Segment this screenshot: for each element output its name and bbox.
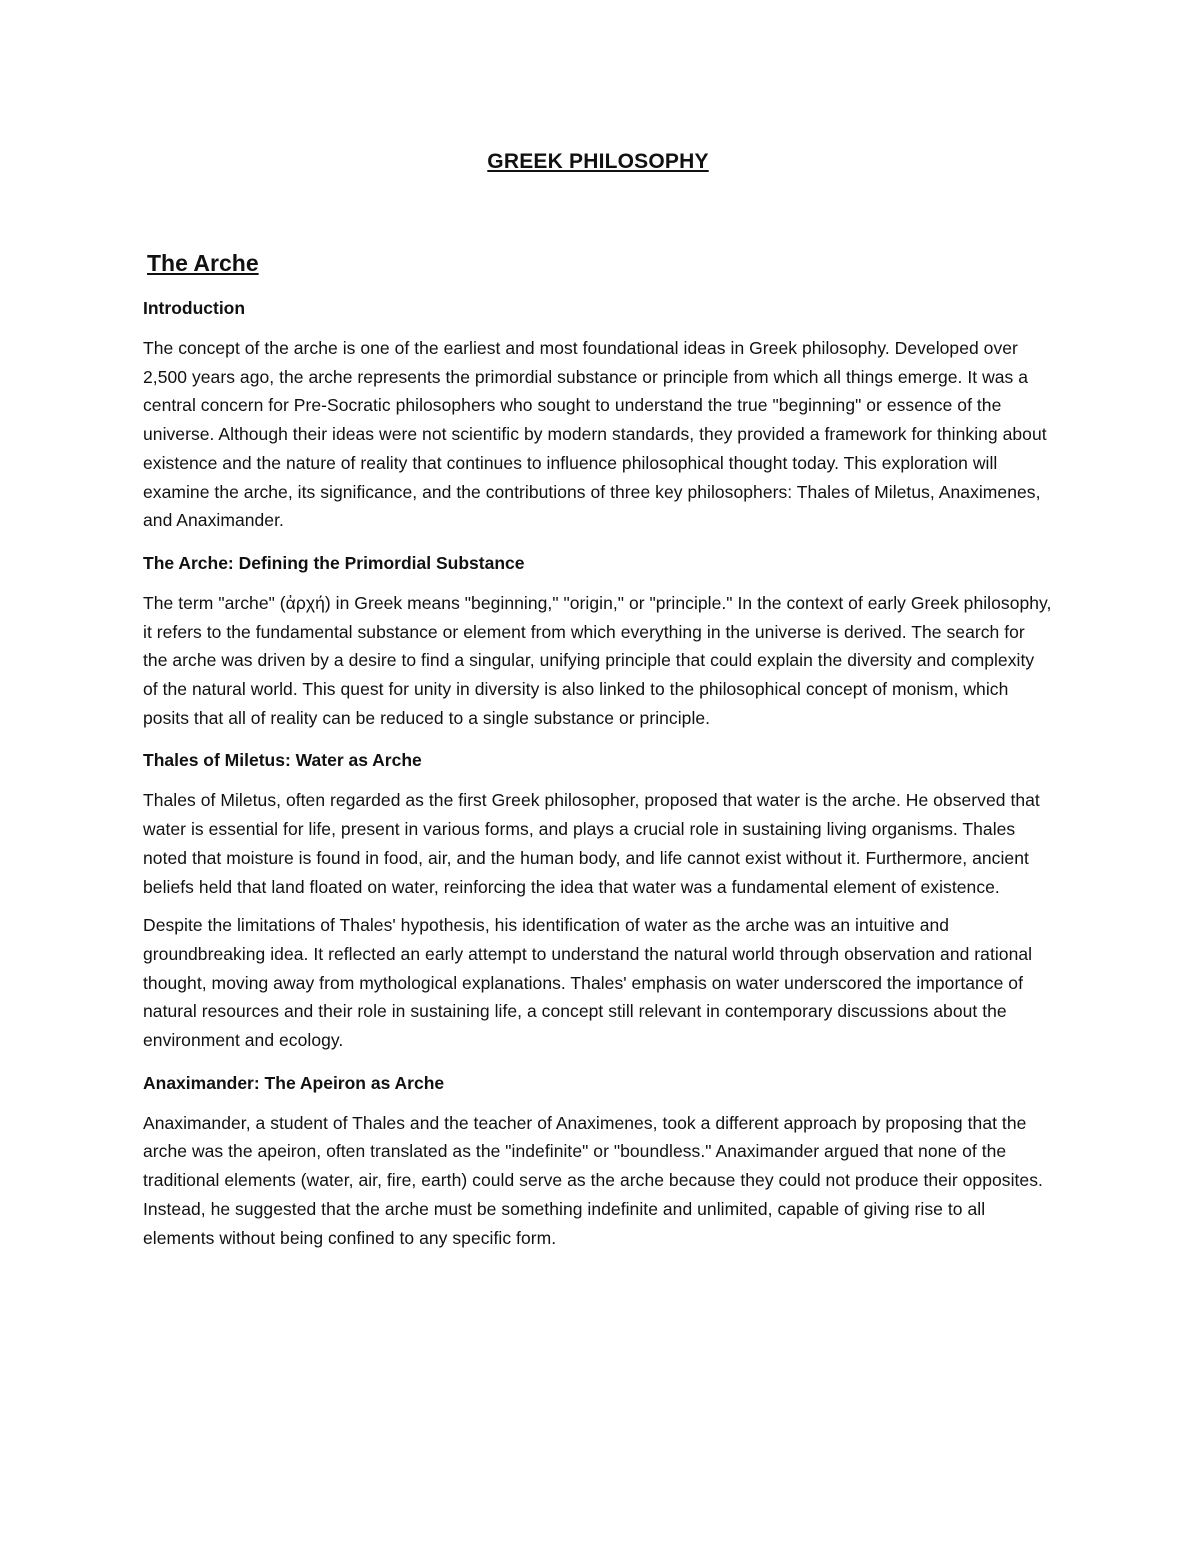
heading-anaximander: Anaximander: The Apeiron as Arche xyxy=(143,1072,445,1093)
paragraph-introduction: The concept of the arche is one of the earliest and most foundational ideas in Greek philosophy. Developed over 2,500 years ago, the arche represents the primordial substance or principle from which all things emerge. It was a central concern for Pre-Socratic philosophers who sought to understand the true "beginning" or essence of the universe. Although their ideas were not scientific by modern standards, they provided a framework for thinking about existence and the nature of reality that continues to influence philosophical thought today. This exploration will examine the arche, its significance, and the contributions of three key philosophers: Thales of Miletus, Anaximenes, and Anaximander. xyxy=(143,338,1047,531)
paragraph-thales-2: Despite the limitations of Thales' hypothesis, his identification of water as the arche was an intuitive and groundbreaking idea. It reflected an early attempt to understand the natural world through observation and rational thought, moving away from mythological explanations. Thales' emphasis on water underscored the importance of natural resources and their role in sustaining life, a concept still relevant in contemporary discussions about the environment and ecology. xyxy=(143,915,1033,1051)
paragraph-thales-1: Thales of Miletus, often regarded as the first Greek philosopher, proposed that water is the arche. He observed that water is essential for life, present in various forms, and plays a crucial role in sustaining living organisms. Thales noted that moisture is found in food, air, and the human body, and life cannot exist without it. Furthermore, ancient beliefs held that land floated on water, reinforcing the idea that water was a fundamental element of existence. xyxy=(143,790,1040,897)
heading-introduction: Introduction xyxy=(143,298,246,318)
document-title: GREEK PHILOSOPHY xyxy=(487,150,709,173)
paragraph-arche-definition: The term "arche" (ἀρχή) in Greek means "beginning," "origin," or "principle." In the context of early Greek philosophy, it refers to the fundamental substance or element from which everything in the universe is derived. The search for the arche was driven by a desire to find a singular, unifying principle that could explain the diversity and complexity of the natural world. This quest for unity in diversity is also linked to the philosophical concept of monism, which posits that all of reality can be reduced to a single substance or principle. xyxy=(143,592,1052,728)
heading-arche-definition: The Arche: Defining the Primordial Substance xyxy=(143,552,525,573)
heading-thales: Thales of Miletus: Water as Arche xyxy=(143,750,422,771)
paragraph-anaximander: Anaximander, a student of Thales and the teacher of Anaximenes, took a different approach by proposing that the arche was the apeiron, often translated as the "indefinite" or "boundless." Anaximander argued that none of the traditional elements (water, air, fire, earth) could serve as the arche because they could not produce their opposites. Instead, he suggested that the arche must be something indefinite and unlimited, capable of giving rise to all elements without being confined to any specific form. xyxy=(143,1112,1043,1248)
section-title: The Arche xyxy=(147,250,259,276)
document-page xyxy=(143,140,1053,1252)
